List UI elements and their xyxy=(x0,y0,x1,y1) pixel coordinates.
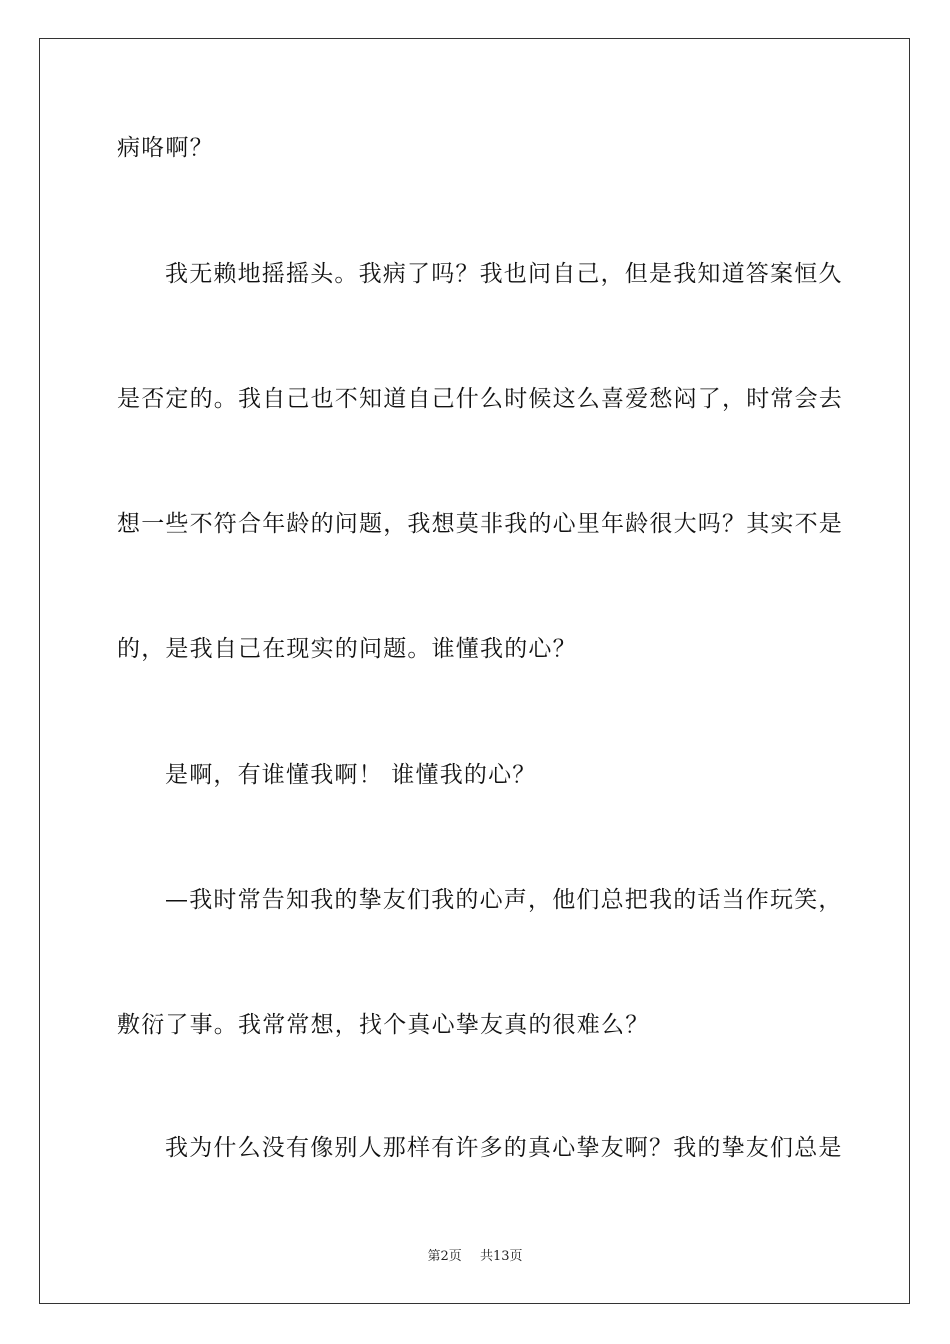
text-line: 我为什么没有像别人那样有许多的真心挚友啊？我的挚友们总是 xyxy=(165,1135,843,1161)
text-line: 敷衍了事。我常常想，找个真心挚友真的很难么？ xyxy=(117,1012,650,1038)
text-line: 病咯啊？ xyxy=(117,135,214,161)
text-line: 我无赖地摇摇头。我病了吗？我也问自己，但是我知道答案恒久 xyxy=(165,261,843,287)
page-border xyxy=(39,38,910,1304)
page-total: 共13页 xyxy=(479,1249,523,1264)
page-footer xyxy=(0,1248,950,1266)
text-line: —我时常告知我的挚友们我的心声，他们总把我的话当作玩笑， xyxy=(165,887,843,913)
text-line: 是否定的。我自己也不知道自己什么时候这么喜爱愁闷了，时常会去 xyxy=(117,386,843,412)
text-line: 想一些不符合年龄的问题，我想莫非我的心里年龄很大吗？其实不是 xyxy=(117,511,843,537)
text-line: 的，是我自己在现实的问题。谁懂我的心？ xyxy=(117,636,577,662)
text-line: 是啊，有谁懂我啊！ 谁懂我的心？ xyxy=(165,762,537,788)
page-number: 第2页 xyxy=(427,1249,462,1264)
